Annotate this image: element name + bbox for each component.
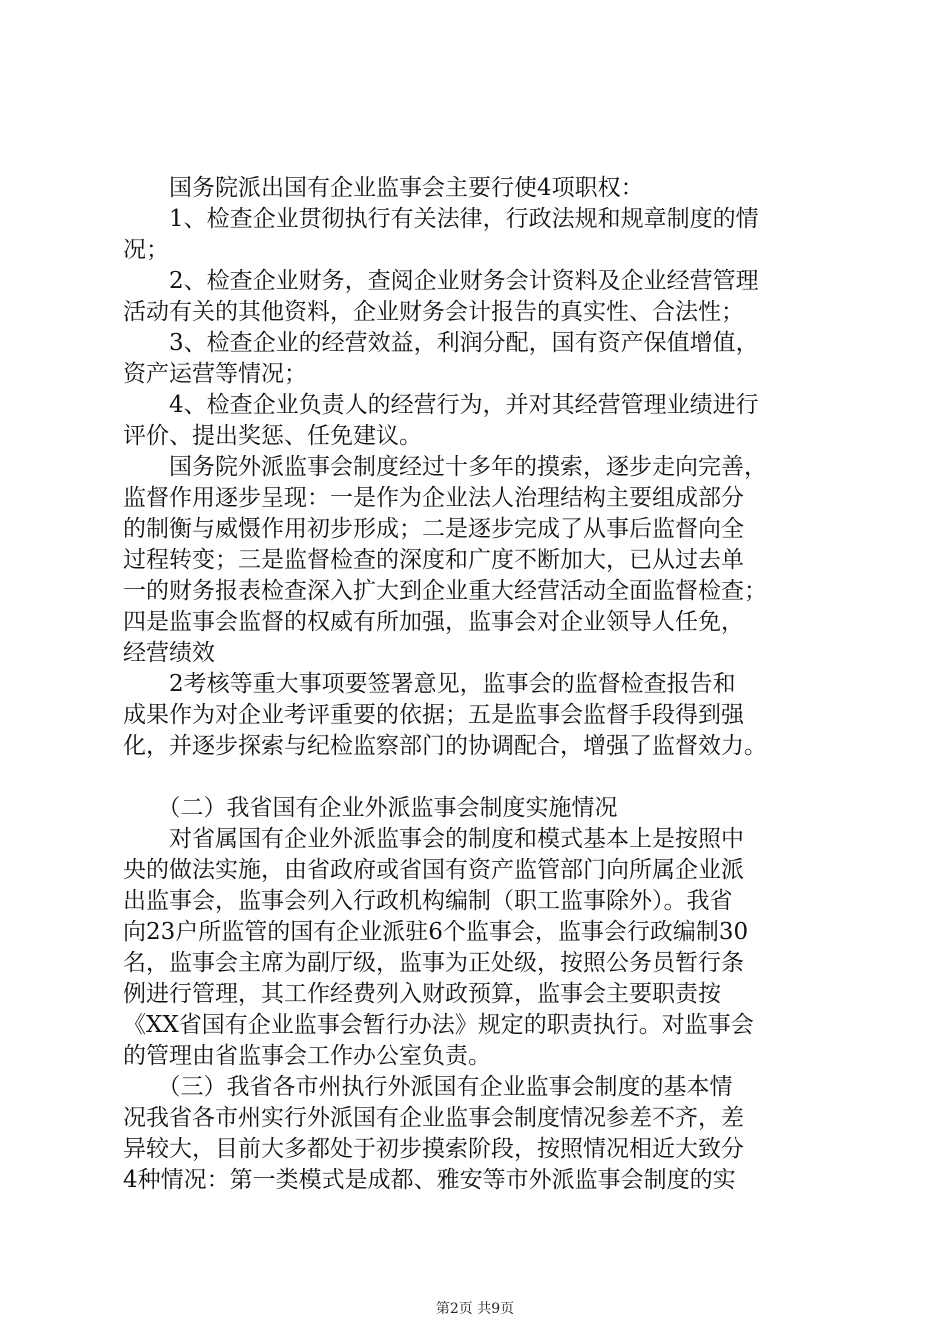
text-line: 资产运营等情况； <box>123 361 307 387</box>
text-line: 2考核等重大事项要签署意见，监事会的监督检查报告和 <box>123 671 736 697</box>
text-line: 异较大，目前大多都处于初步摸索阶段，按照情况相近大致分 <box>123 1136 744 1162</box>
text-line: 名，监事会主席为副厅级，监事为正处级，按照公务员暂行条 <box>123 950 744 976</box>
text-line: 对省属国有企业外派监事会的制度和模式基本上是按照中 <box>123 826 744 852</box>
page-footer: 第2页 共9页 <box>435 1301 515 1317</box>
text-line: 监督作用逐步呈现：一是作为企业法人治理结构主要组成部分 <box>123 485 744 511</box>
blank-line <box>123 762 843 793</box>
text-line: 经营绩效 <box>123 640 215 666</box>
text-line: （三）我省各市州执行外派国有企业监事会制度的基本情 <box>123 1074 733 1100</box>
text-line: 央的做法实施，由省政府或省国有资产监管部门向所属企业派 <box>123 857 744 883</box>
text-line: 向23户所监管的国有企业派驻6个监事会，监事会行政编制30 <box>123 919 749 945</box>
text-line: 过程转变；三是监督检查的深度和广度不断加大，已从过去单 <box>123 547 744 573</box>
text-line: 化，并逐步探索与纪检监察部门的协调配合，增强了监督效力。 <box>123 733 767 759</box>
text-line: 况我省各市州实行外派国有企业监事会制度情况参差不齐，差 <box>123 1105 744 1131</box>
text-line: 4种情况：第一类模式是成都、雅安等市外派监事会制度的实 <box>123 1167 736 1193</box>
text-line: 3、检查企业的经营效益，利润分配，国有资产保值增值， <box>123 330 759 356</box>
document-body <box>123 173 843 1196</box>
text-line: 一的财务报表检查深入扩大到企业重大经营活动全面监督检查； <box>123 578 767 604</box>
text-line: 4、检查企业负责人的经营行为，并对其经营管理业绩进行 <box>123 392 759 418</box>
text-line: 的管理由省监事会工作办公室负责。 <box>123 1043 491 1069</box>
text-line: 况； <box>123 237 169 263</box>
text-line: 四是监事会监督的权威有所加强，监事会对企业领导人任免， <box>123 609 744 635</box>
text-line: 出监事会，监事会列入行政机构编制（职工监事除外）。我省 <box>123 888 733 914</box>
text-line: （二）我省国有企业外派监事会制度实施情况 <box>123 795 618 821</box>
text-line: 的制衡与威慑作用初步形成；二是逐步完成了从事后监督向全 <box>123 516 744 542</box>
text-line: 例进行管理，其工作经费列入财政预算，监事会主要职责按 <box>123 981 721 1007</box>
text-line: 评价、提出奖惩、任免建议。 <box>123 423 422 449</box>
text-line: 成果作为对企业考评重要的依据；五是监事会监督手段得到强 <box>123 702 744 728</box>
text-line: 国务院外派监事会制度经过十多年的摸索，逐步走向完善， <box>123 454 767 480</box>
text-line: 《XX省国有企业监事会暂行办法》规定的职责执行。对监事会 <box>123 1012 754 1038</box>
text-line: 2、检查企业财务，查阅企业财务会计资料及企业经营管理 <box>123 268 759 294</box>
text-line: 活动有关的其他资料，企业财务会计报告的真实性、合法性； <box>123 299 744 325</box>
text-line: 1、检查企业贯彻执行有关法律，行政法规和规章制度的情 <box>123 206 759 232</box>
text-line: 国务院派出国有企业监事会主要行使4项职权： <box>123 175 644 201</box>
